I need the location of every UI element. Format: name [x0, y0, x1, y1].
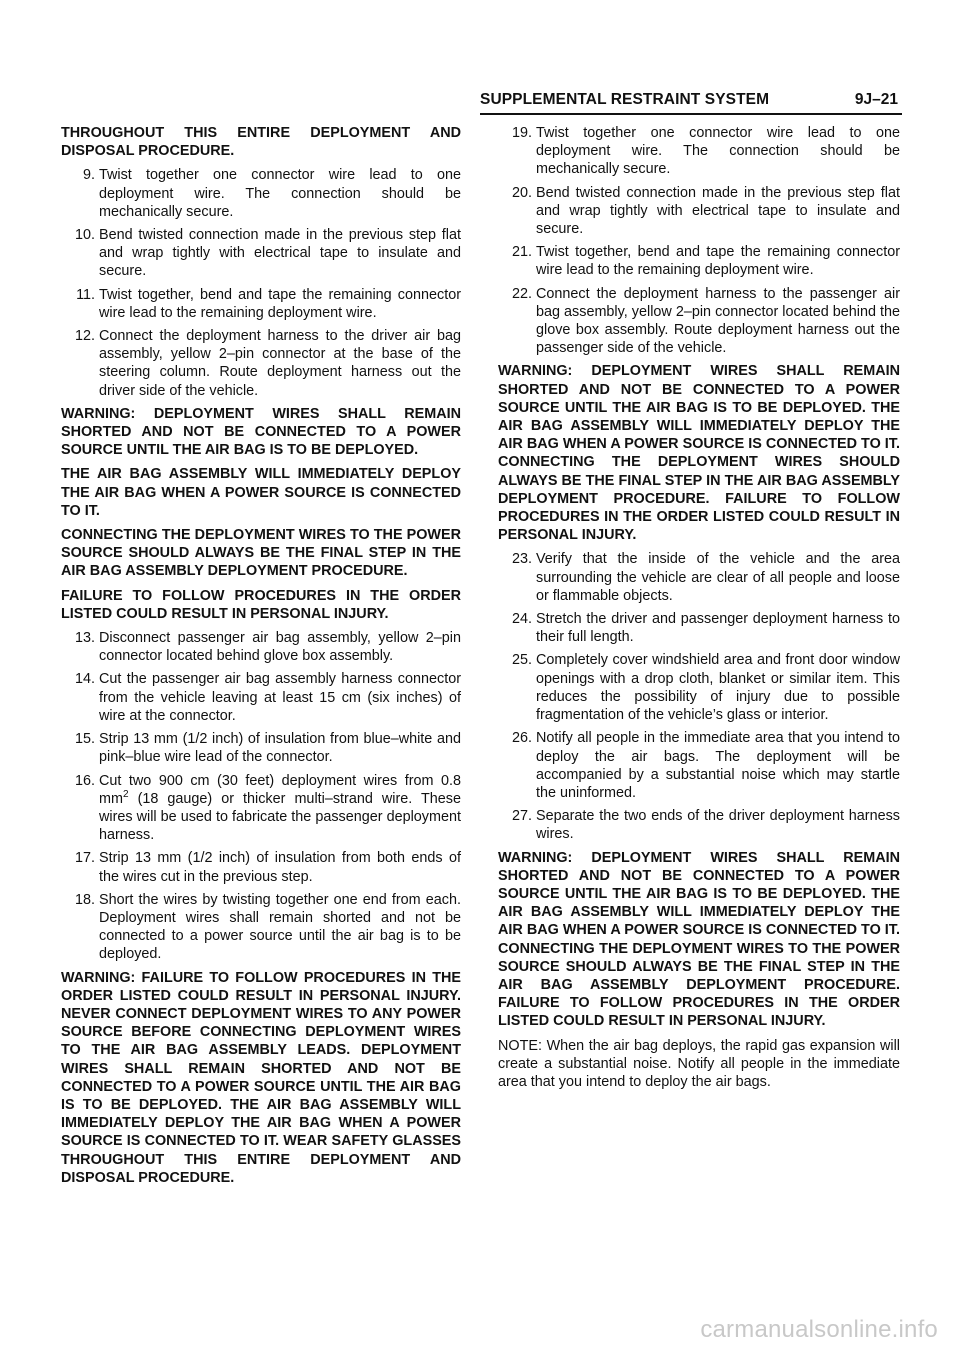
note-paragraph: NOTE: When the air bag deploys, the rapid gas expansion will create a substantial noise. Notify all people in the immediate area that you intend to deploy the air bags.	[498, 1037, 900, 1090]
step-item	[61, 166, 461, 221]
step-text: Disconnect passenger air bag assembly, yellow 2–pin connector located behind glove box assembly.	[99, 630, 461, 665]
warning-immediate-deploy: THE AIR BAG ASSEMBLY WILL IMMEDIATELY DEPLOY THE AIR BAG WHEN A POWER SOURCE IS CONNECTED TO IT.	[61, 466, 461, 519]
step-item	[498, 729, 900, 802]
step-list-c	[61, 849, 461, 963]
page-number: 9J–21	[854, 91, 898, 108]
step-number: 11.	[76, 286, 95, 303]
step-text: Stretch the driver and passenger deployment harness to their full length.	[536, 611, 900, 646]
step-text: Twist together one connector wire lead to one deployment wire. The connection should be mechanically secure.	[536, 125, 900, 178]
step-item	[61, 670, 461, 725]
step-text: Short the wires by twisting together one end from each. Deployment wires shall remain shorted and not be connected to a power source until the air bag is to be deployed.	[99, 891, 461, 963]
watermark-text: carmanualsonline.info	[700, 1316, 938, 1343]
step-text: Twist together, bend and tape the remaining connector wire lead to the remaining deployment wire.	[99, 286, 461, 321]
step-number: 21.	[511, 244, 532, 261]
step-item	[498, 243, 900, 279]
step-text: Connect the deployment harness to the driver air bag assembly, yellow 2–pin connector at the base of the steering column. Route deployment harness out the driver side of the vehicle.	[99, 328, 461, 399]
step-item	[498, 651, 900, 724]
step-number: 15.	[74, 731, 95, 748]
warning-block-1: WARNING: DEPLOYMENT WIRES SHALL REMAIN SHORTED AND NOT BE CONNECTED TO A POWER SOURCE UNTIL THE AIR BAG IS TO BE DEPLOYED. THE AIR BAG ASSEMBLY WILL IMMEDIATELY DEPLOY THE AIR BAG WHEN A POWER SOURCE IS CONNECTED TO IT. CONNECTING THE DEPLOYMENT WIRES SHOULD ALWAYS BE THE FINAL STEP IN THE AIR BAG ASSEMBLY DEPLOYMENT PROCEDURE. FAILURE TO FOLLOW PROCEDURES IN THE ORDER LISTED COULD RESULT IN PERSONAL INJURY.	[498, 363, 900, 544]
step-number: 18.	[74, 891, 95, 908]
step-text: Verify that the inside of the vehicle and the area surrounding the vehicle are clear of all people and loose or flammable objects.	[536, 551, 900, 604]
step-number: 20.	[511, 184, 532, 201]
step-number: 12.	[74, 328, 95, 345]
step-item	[498, 124, 900, 179]
right-column	[498, 124, 900, 1091]
step-number: 13.	[74, 630, 95, 647]
step-number: 27.	[511, 808, 532, 825]
step-text-post: (18 gauge) or thicker multi–strand wire. These wires will be used to fabricate the passenger deployment harness.	[99, 790, 461, 844]
step-text: Strip 13 mm (1/2 inch) of insulation from both ends of the wires cut in the previous step.	[99, 850, 461, 885]
left-column	[61, 124, 461, 1193]
header-rule	[480, 113, 902, 115]
step-number: 26.	[511, 730, 532, 747]
warning-safety-glasses: WARNING: FAILURE TO FOLLOW PROCEDURES IN THE ORDER LISTED COULD RESULT IN PERSONAL INJURY. NEVER CONNECT DEPLOYMENT WIRES TO ANY POWER SOURCE BEFORE CONNECTING DEPLOYMENT WIRES TO THE AIR BAG ASSEMBLY LEADS. DEPLOYMENT WIRES SHALL REMAIN SHORTED AND NOT BE CONNECTED TO A POWER SOURCE UNTIL THE AIR BAG IS TO BE DEPLOYED. THE AIR BAG ASSEMBLY WILL IMMEDIATELY DEPLOY THE AIR BAG WHEN A POWER SOURCE IS CONNECTED TO IT. WEAR SAFETY GLASSES THROUGHOUT THIS ENTIRE DEPLOYMENT AND DISPOSAL PROCEDURE.	[61, 969, 461, 1186]
step-number: 22.	[511, 285, 532, 302]
step-number: 14.	[74, 671, 95, 688]
step-text: Bend twisted connection made in the previous step flat and wrap tightly with electrical tape to insulate and secure.	[99, 227, 461, 280]
superscript: 2	[122, 788, 129, 800]
step-item	[61, 226, 461, 281]
step-text: Cut the passenger air bag assembly harness connector from the vehicle leaving at least 15 cm (six inches) of wire at the connector.	[99, 671, 461, 724]
warning-block-2: WARNING: DEPLOYMENT WIRES SHALL REMAIN SHORTED AND NOT BE CONNECTED TO A POWER SOURCE UNTIL THE AIR BAG IS TO BE DEPLOYED. THE AIR BAG ASSEMBLY WILL IMMEDIATELY DEPLOY THE AIR BAG WHEN A POWER SOURCE IS CONNECTED TO IT. CONNECTING THE DEPLOYMENT WIRES TO THE POWER SOURCE SHOULD ALWAYS BE THE FINAL STEP IN THE AIR BAG ASSEMBLY DEPLOYMENT PROCEDURE. FAILURE TO FOLLOW PROCEDURES IN THE ORDER LISTED COULD RESULT IN PERSONAL INJURY.	[498, 849, 900, 1030]
step-list-d	[498, 124, 900, 357]
step-text: Twist together one connector wire lead to one deployment wire. The connection should be mechanically secure.	[99, 167, 461, 220]
step-item	[61, 849, 461, 885]
warning-final-step: CONNECTING THE DEPLOYMENT WIRES TO THE POWER SOURCE SHOULD ALWAYS BE THE FINAL STEP IN THE AIR BAG ASSEMBLY DEPLOYMENT PROCEDURE.	[61, 527, 461, 580]
step-text: Completely cover windshield area and front door window openings with a drop cloth, blanket or similar item. This reduces the possibility of injury due to possible fragmentation of the vehicle’s glass or interior.	[536, 652, 900, 724]
step-number: 23.	[511, 551, 532, 568]
step-item	[498, 610, 900, 646]
step-list-b	[61, 629, 461, 766]
page-header	[480, 91, 900, 113]
step-text: Notify all people in the immediate area that you intend to deploy the air bags. The deployment will be accompanied by a substantial noise which may startle the uninformed.	[536, 730, 900, 801]
step-text: Connect the deployment harness to the passenger air bag assembly, yellow 2–pin connector located behind the glove box assembly. Route deployment harness out the passenger side of the vehicle.	[536, 285, 900, 357]
continued-warning: THROUGHOUT THIS ENTIRE DEPLOYMENT AND DISPOSAL PROCEDURE.	[61, 125, 461, 160]
step-number: 16.	[74, 772, 95, 789]
warning-shorted: WARNING: DEPLOYMENT WIRES SHALL REMAIN SHORTED AND NOT BE CONNECTED TO A POWER SOURCE UNTIL THE AIR BAG IS TO BE DEPLOYED.	[61, 405, 461, 459]
step-number: 10.	[74, 227, 95, 244]
step-number: 25.	[511, 652, 532, 669]
step-item	[61, 730, 461, 766]
step-text: Strip 13 mm (1/2 inch) of insulation from blue–white and pink–blue wire lead of the connector.	[99, 731, 461, 766]
step-list-a	[61, 166, 461, 399]
step-text: Separate the two ends of the driver deployment harness wires.	[536, 808, 900, 843]
step-item	[498, 807, 900, 843]
step-item	[498, 550, 900, 605]
step-list-e	[498, 550, 900, 843]
step-number: 9.	[82, 167, 95, 184]
section-title: SUPPLEMENTAL RESTRAINT SYSTEM	[480, 91, 770, 108]
step-item	[61, 286, 461, 322]
step-text: Twist together, bend and tape the remaining connector wire lead to the remaining deployment wire.	[536, 244, 900, 279]
step-item	[498, 184, 900, 239]
step-item	[498, 285, 900, 358]
step-item	[61, 629, 461, 665]
step-item	[61, 327, 461, 400]
step-number: 24.	[511, 611, 532, 628]
step-text: Bend twisted connection made in the previous step flat and wrap tightly with electrical tape to insulate and secure.	[536, 184, 900, 238]
step-text-pre: Cut two 900 cm (30 feet) deployment wires from 0.8 mm	[99, 772, 461, 807]
step-number: 17.	[74, 850, 95, 867]
warning-personal-injury: FAILURE TO FOLLOW PROCEDURES IN THE ORDER LISTED COULD RESULT IN PERSONAL INJURY.	[61, 587, 461, 622]
step-number: 19.	[511, 125, 532, 141]
step-16	[61, 772, 461, 845]
step-item	[61, 891, 461, 964]
